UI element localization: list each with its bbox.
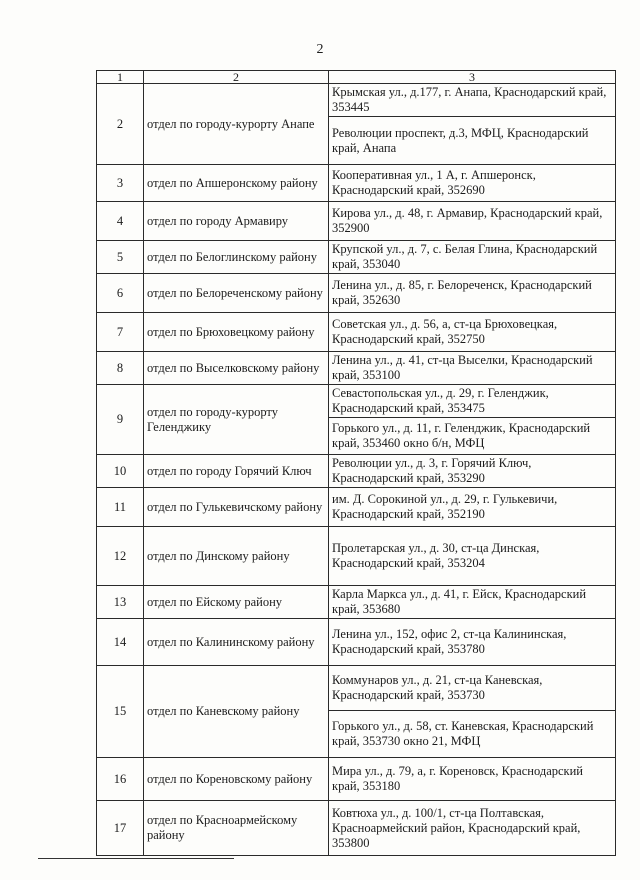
address-cell: им. Д. Сорокиной ул., д. 29, г. Гулькевичи, Краснодарский край, 352190 [329, 488, 616, 527]
table-row [97, 385, 616, 418]
row-number: 10 [97, 455, 144, 488]
table-row [97, 455, 616, 488]
address-cell: Севастопольская ул., д. 29, г. Геленджик, Краснодарский край, 353475 [329, 385, 616, 418]
address-cell: Ленина ул., д. 41, ст-ца Выселки, Краснодарский край, 353100 [329, 352, 616, 385]
department-name: отдел по городу-курорту Геленджику [144, 385, 329, 455]
table-row [97, 801, 616, 856]
address-cell: Карла Маркса ул., д. 41, г. Ейск, Краснодарский край, 353680 [329, 586, 616, 619]
row-number: 12 [97, 527, 144, 586]
address-cell: Революции проспект, д.3, МФЦ, Краснодарский край, Анапа [329, 117, 616, 165]
department-name: отдел по Выселковскому району [144, 352, 329, 385]
address-cell: Кооперативная ул., 1 А, г. Апшеронск, Краснодарский край, 352690 [329, 165, 616, 202]
table-row [97, 758, 616, 801]
table-row [97, 202, 616, 241]
address-cell: Ленина ул., 152, офис 2, ст-ца Калининская, Краснодарский край, 353780 [329, 619, 616, 666]
address-cell: Революции ул., д. 3, г. Горячий Ключ, Краснодарский край, 353290 [329, 455, 616, 488]
row-number: 7 [97, 313, 144, 352]
row-number: 6 [97, 274, 144, 313]
department-name: отдел по Динскому району [144, 527, 329, 586]
address-cell: Горького ул., д. 58, ст. Каневская, Краснодарский край, 353730 окно 21, МФЦ [329, 711, 616, 758]
address-cell: Горького ул., д. 11, г. Геленджик, Краснодарский край, 353460 окно б/н, МФЦ [329, 418, 616, 455]
row-number: 11 [97, 488, 144, 527]
table-header-row [97, 71, 616, 84]
department-name: отдел по Белоглинскому району [144, 241, 329, 274]
department-name: отдел по Брюховецкому району [144, 313, 329, 352]
table-row [97, 313, 616, 352]
address-cell: Кирова ул., д. 48, г. Армавир, Краснодарский край, 352900 [329, 202, 616, 241]
table-row [97, 274, 616, 313]
row-number: 4 [97, 202, 144, 241]
column-header-1: 1 [97, 71, 144, 84]
address-cell: Крупской ул., д. 7, с. Белая Глина, Краснодарский край, 353040 [329, 241, 616, 274]
address-cell: Крымская ул., д.177, г. Анапа, Краснодарский край, 353445 [329, 84, 616, 117]
department-name: отдел по Калининскому району [144, 619, 329, 666]
address-cell: Советская ул., д. 56, а, ст-ца Брюховецкая, Краснодарский край, 352750 [329, 313, 616, 352]
table-row [97, 488, 616, 527]
row-number: 17 [97, 801, 144, 856]
department-name: отдел по Белореченскому району [144, 274, 329, 313]
row-number: 8 [97, 352, 144, 385]
row-number: 2 [97, 84, 144, 165]
department-name: отдел по городу-курорту Анапе [144, 84, 329, 165]
column-header-2: 2 [144, 71, 329, 84]
row-number: 3 [97, 165, 144, 202]
table-row [97, 619, 616, 666]
table-row [97, 666, 616, 711]
row-number: 5 [97, 241, 144, 274]
address-cell: Ковтюха ул., д. 100/1, ст-ца Полтавская, Красноармейский район, Краснодарский край, 353800 [329, 801, 616, 856]
department-name: отдел по Каневскому району [144, 666, 329, 758]
row-number: 16 [97, 758, 144, 801]
address-cell: Коммунаров ул., д. 21, ст-ца Каневская, Краснодарский край, 353730 [329, 666, 616, 711]
table-row [97, 241, 616, 274]
table-row [97, 352, 616, 385]
address-cell: Пролетарская ул., д. 30, ст-ца Динская, Краснодарский край, 353204 [329, 527, 616, 586]
department-name: отдел по Гулькевичскому району [144, 488, 329, 527]
column-header-3: 3 [329, 71, 616, 84]
table-row [97, 165, 616, 202]
department-name: отдел по Кореновскому району [144, 758, 329, 801]
table-row [97, 527, 616, 586]
table-row [97, 586, 616, 619]
row-number: 15 [97, 666, 144, 758]
department-name: отдел по Красноармейскому району [144, 801, 329, 856]
row-number: 9 [97, 385, 144, 455]
row-number: 13 [97, 586, 144, 619]
table-row [97, 84, 616, 117]
department-name: отдел по Апшеронскому району [144, 165, 329, 202]
registry-table [96, 70, 616, 856]
department-name: отдел по Ейскому району [144, 586, 329, 619]
department-name: отдел по городу Армавиру [144, 202, 329, 241]
address-cell: Мира ул., д. 79, а, г. Кореновск, Краснодарский край, 353180 [329, 758, 616, 801]
page-number: 2 [316, 42, 324, 57]
address-cell: Ленина ул., д. 85, г. Белореченск, Краснодарский край, 352630 [329, 274, 616, 313]
footer-divider [38, 858, 234, 859]
department-name: отдел по городу Горячий Ключ [144, 455, 329, 488]
row-number: 14 [97, 619, 144, 666]
